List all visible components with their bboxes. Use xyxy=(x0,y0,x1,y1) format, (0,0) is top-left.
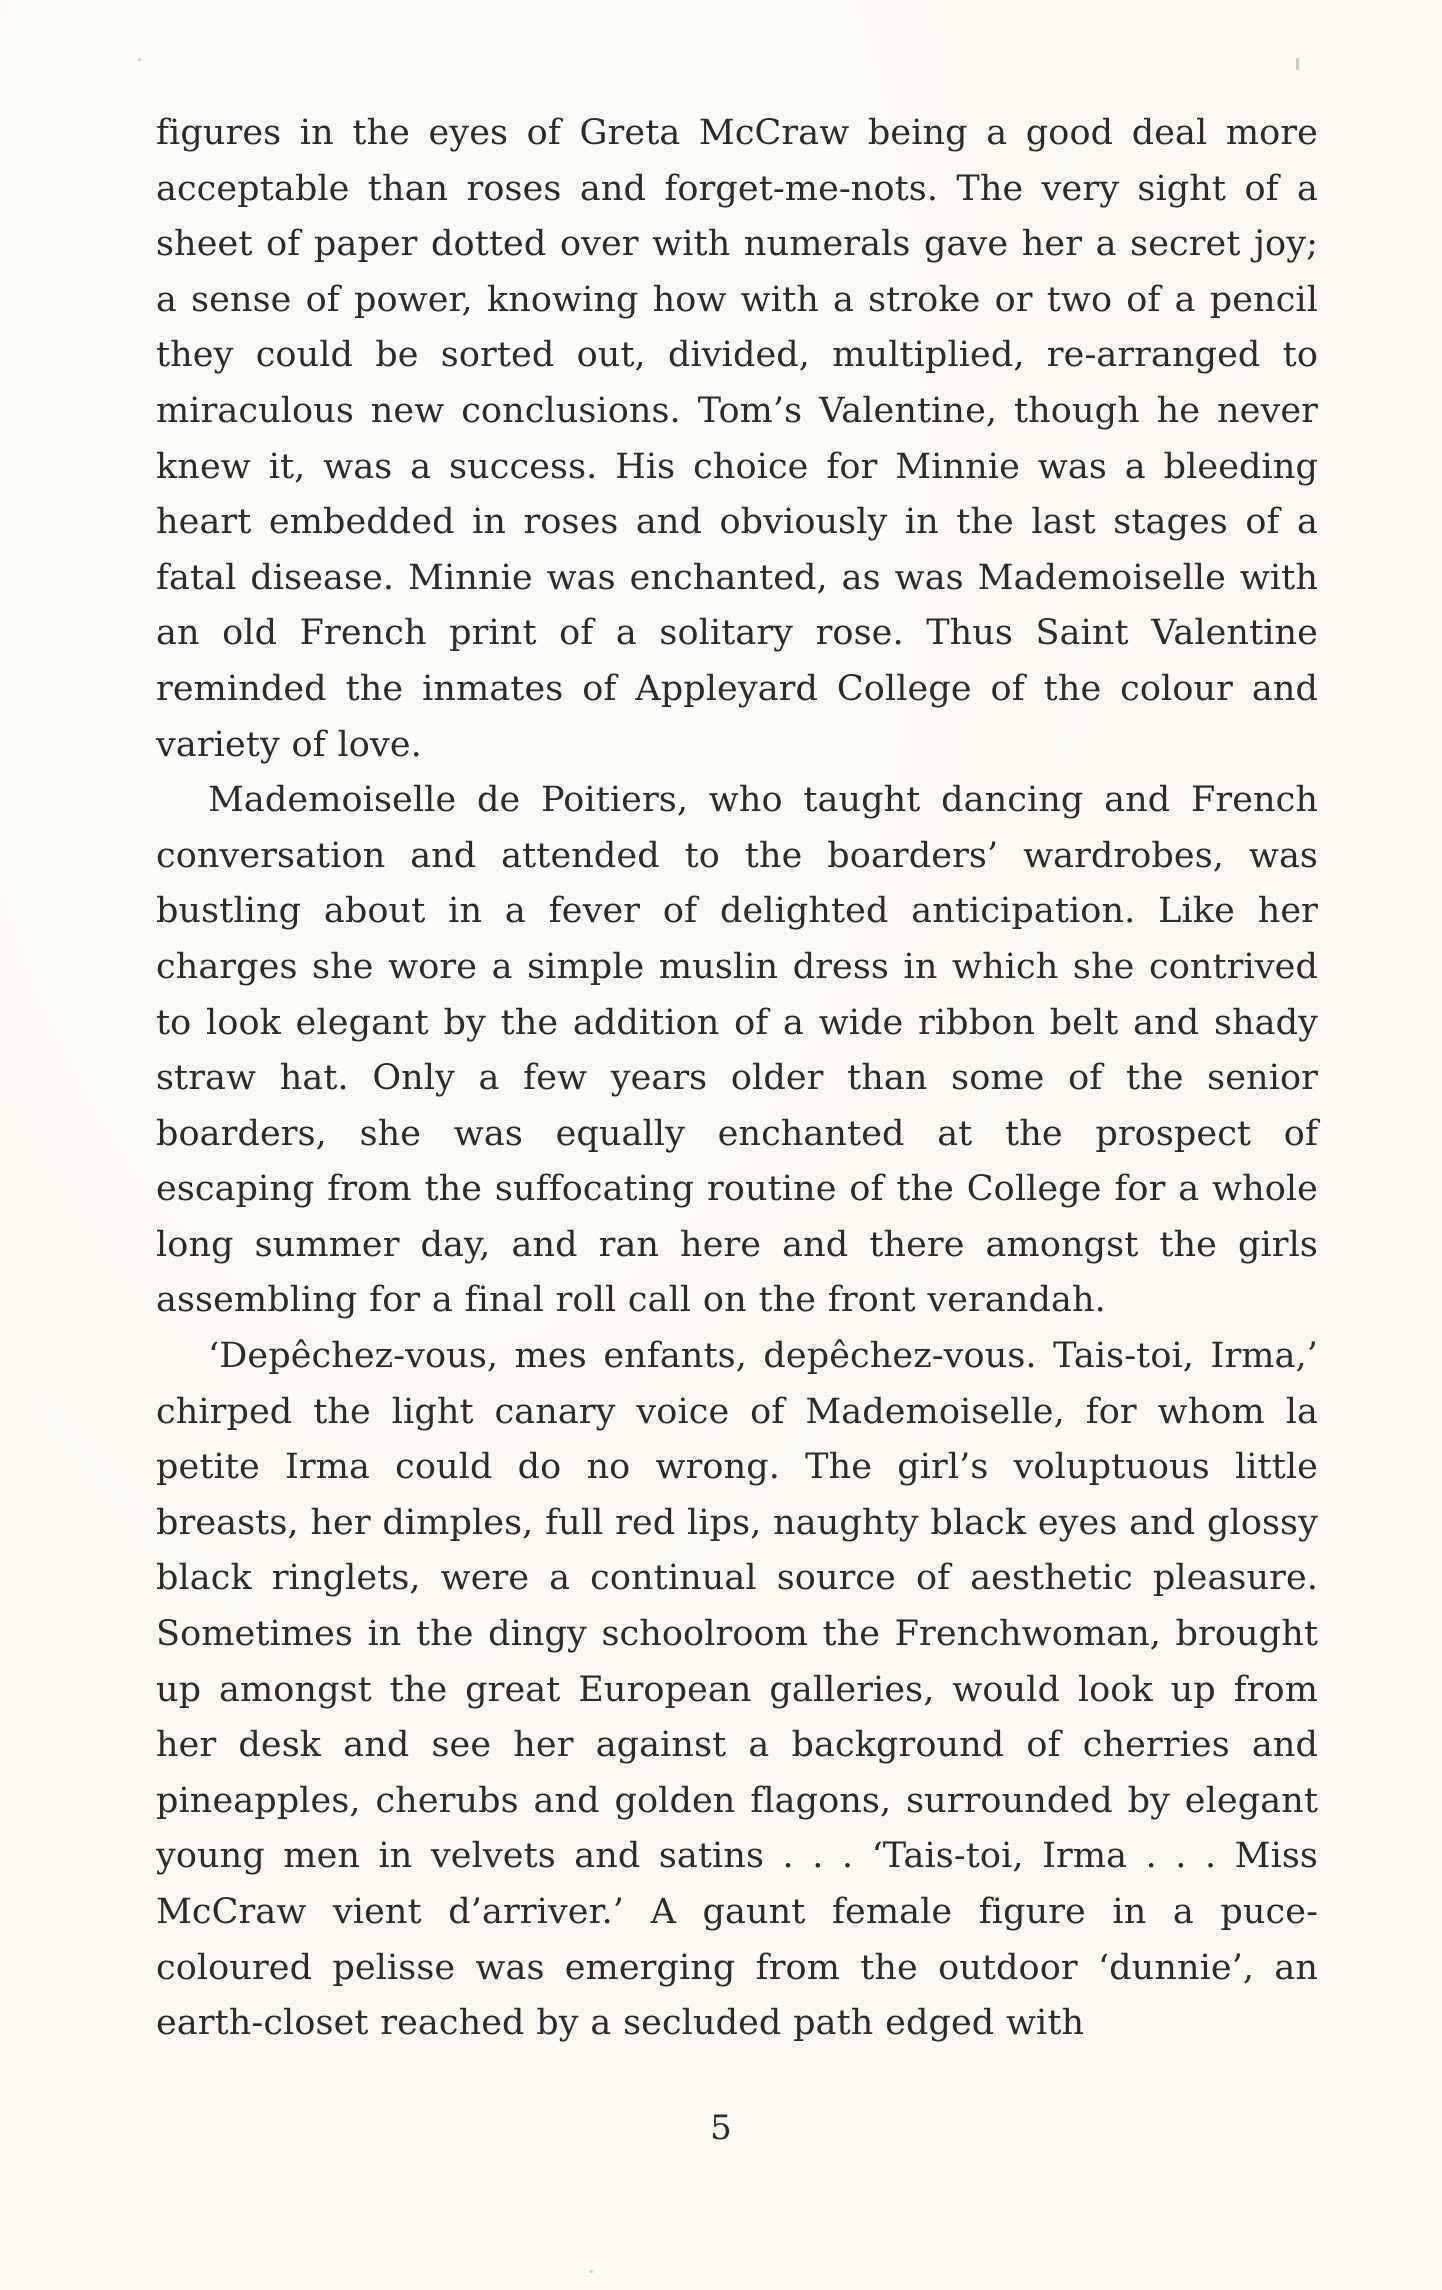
body-text xyxy=(156,106,1318,2052)
paragraph-continued: figures in the eyes of Greta McCraw being a good deal more acceptable than roses and forget-me-nots. The very sight of a sheet of paper dotted over with numerals gave her a secret joy; a sense of power, knowing how with a stroke or two of a pencil they could be sorted out, divided, multiplied, re-arranged to miraculous new conclusions. Tom’s Valentine, though he never knew it, was a success. His choice for Minnie was a bleeding heart embedded in roses and obviously in the last stages of a fatal disease. Minnie was enchanted, as was Mademoiselle with an old French print of a solitary rose. Thus Saint Valentine reminded the inmates of Appleyard College of the colour and variety of love. xyxy=(156,113,1318,765)
paragraph: ‘Depêchez-vous, mes enfants, depêchez-vous. Tais-toi, Irma,’ chirped the light canary voice of Mademoiselle, for whom la petite Irma could do no wrong. The girl’s voluptuous little breasts, her dimples, full red lips, naughty black eyes and glossy black ringlets, were a continual source of aesthetic pleasure. Sometimes in the dingy schoolroom the Frenchwoman, brought up amongst the great European galleries, would look up from her desk and see her against a background of cherries and pineapples, cherubs and golden flagons, surrounded by elegant young men in velvets and satins . . . ‘Tais-toi, Irma . . . Miss McCraw vient d’arriver.’ A gaunt female figure in a puce-coloured pelisse was emerging from the outdoor ‘dunnie’, an earth-closet reached by a secluded path edged with xyxy=(156,1336,1318,2044)
paper-speck xyxy=(590,2270,593,2273)
paper-speck xyxy=(138,58,141,61)
paragraph: Mademoiselle de Poitiers, who taught dancing and French conversation and attended to the boarders’ wardrobes, was bustling about in a fever of delighted anticipation. Like her charges she wore a simple muslin dress in which she contrived to look elegant by the addition of a wide ribbon belt and shady straw hat. Only a few years older than some of the senior boarders, she was equally enchanted at the prospect of escaping from the suffocating routine of the College for a whole long summer day, and ran here and there amongst the girls assembling for a final roll call on the front verandah. xyxy=(156,780,1318,1321)
paper-speck xyxy=(1296,58,1299,70)
page-number: 5 xyxy=(710,2108,732,2148)
